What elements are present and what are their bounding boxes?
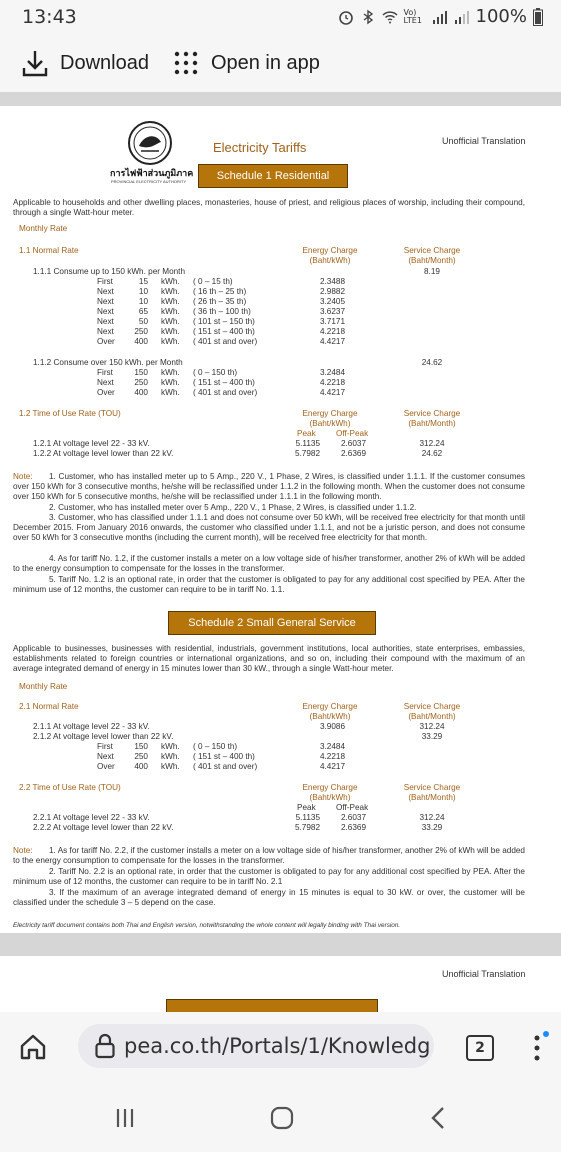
tier-unit: kWh. bbox=[161, 388, 180, 397]
tier-kwh: 250 bbox=[134, 752, 148, 761]
back-icon[interactable] bbox=[430, 1106, 446, 1130]
browser-bottom-bar bbox=[0, 1012, 561, 1082]
tier-label: Next bbox=[97, 378, 114, 387]
tier-kwh: 150 bbox=[134, 368, 148, 377]
tou-2-energy-header bbox=[290, 783, 370, 803]
note-2-1: 1. As for tariff No. 2.2, if the customer installs a meter on a low voltage side of his/her transformer, another 2% of kWh will be added to the energy consumption to compensate for the losses in the transformer. bbox=[13, 846, 525, 865]
note-1-1: 1. Customer, who has installed meter up to 5 Amp., 220 V., 1 Phase, 2 Wires, is classified under 1.1.1. If the customer consumes over 150 kWh for 3 consecutive months, he/she will be reclassified under 1.1.2 in the following month. When the customer does not consume over 150 kWh for 5 consecutive months, he/she will be reclassified under 1.1.1 in the following month. bbox=[13, 472, 525, 501]
tab-count: 2 bbox=[475, 1040, 485, 1056]
tier-label: Next bbox=[97, 317, 114, 326]
tou-1-energy-header bbox=[290, 409, 370, 429]
tou-1-service-header bbox=[392, 409, 472, 429]
tou-service-value: 33.29 bbox=[421, 823, 443, 832]
tou-offpeak-value: 2.6369 bbox=[340, 823, 366, 832]
tier-unit: kWh. bbox=[161, 742, 180, 751]
service-charge-unit: (Baht/Month) bbox=[408, 712, 456, 721]
tier-range: ( 36 th – 100 th) bbox=[193, 307, 251, 316]
tier-rate: 2.9882 bbox=[319, 287, 345, 296]
tier-unit: kWh. bbox=[161, 317, 180, 326]
tier-range: ( 16 th – 25 th) bbox=[193, 287, 247, 296]
signal-icon bbox=[432, 9, 448, 25]
pdf-page-2 bbox=[0, 956, 561, 1012]
tou-service-value: 312.24 bbox=[419, 813, 445, 822]
energy-charge-header bbox=[290, 246, 370, 266]
rate-2-1-2-service: 33.29 bbox=[421, 732, 443, 741]
download-button[interactable] bbox=[22, 49, 149, 77]
more-menu-icon[interactable] bbox=[530, 1030, 550, 1066]
tier-range: ( 0 – 150 th) bbox=[193, 742, 238, 751]
alarm-icon bbox=[338, 9, 354, 25]
schedule-2-label: Schedule 2 Small General Service bbox=[188, 617, 356, 629]
monthly-rate-heading: Monthly Rate bbox=[19, 224, 68, 233]
tou-peak-value: 5.7982 bbox=[294, 823, 320, 832]
logo-text-thai: การไฟฟ้าส่วนภูมิภาค bbox=[110, 168, 194, 178]
tier-range: ( 401 st and over) bbox=[193, 337, 258, 346]
service-charge-unit: (Baht/Month) bbox=[408, 419, 456, 428]
service-charge-unit: (Baht/Month) bbox=[408, 256, 456, 265]
status-icons bbox=[338, 6, 543, 27]
tier-label: Over bbox=[97, 388, 115, 397]
tier-label: Over bbox=[97, 337, 115, 346]
tier-label: Next bbox=[97, 327, 114, 336]
tou-service-value: 312.24 bbox=[419, 439, 445, 448]
tier-range: ( 0 – 150 th) bbox=[193, 368, 238, 377]
tier-rate: 3.7171 bbox=[319, 317, 345, 326]
status-time: 13:43 bbox=[22, 6, 77, 28]
tier-unit: kWh. bbox=[161, 378, 180, 387]
tier-kwh: 250 bbox=[134, 327, 148, 336]
tier-label: First bbox=[97, 368, 113, 377]
tier-kwh: 15 bbox=[138, 277, 148, 286]
pdf-viewer[interactable] bbox=[0, 92, 561, 1012]
tier-kwh: 50 bbox=[138, 317, 148, 326]
tou-row-label: 2.2.1 At voltage level 22 - 33 kV. bbox=[33, 813, 150, 822]
tier-label: First bbox=[97, 277, 113, 286]
tier-label: Next bbox=[97, 287, 114, 296]
open-in-app-label: Open in app bbox=[210, 51, 320, 74]
schedule-1-badge bbox=[198, 164, 348, 188]
tou-row-label: 2.2.2 At voltage level lower than 22 kV. bbox=[33, 823, 174, 832]
service-charge-header-2 bbox=[392, 702, 472, 722]
rate-2-1-2-label: 2.1.2 At voltage level lower than 22 kV. bbox=[33, 732, 174, 741]
service-charge-label: Service Charge bbox=[403, 702, 461, 711]
tier-kwh: 250 bbox=[134, 378, 148, 387]
energy-charge-header-2 bbox=[290, 702, 370, 722]
logo-text-english: PROVINCIAL ELECTRICITY AUTHORITY bbox=[111, 179, 187, 184]
tou-offpeak-value: 2.6037 bbox=[340, 439, 366, 448]
schedule-1-description: Applicable to households and other dwelling places, monasteries, house of priest, and religious places of worship, including their compound, through a single Watt-hour meter. bbox=[13, 198, 525, 217]
service-charge-label: Service Charge bbox=[403, 246, 461, 255]
lock-icon bbox=[94, 1033, 116, 1059]
rate-1-1-1-label: 1.1.1 Consume up to 150 kWh. per Month bbox=[33, 267, 186, 276]
offpeak-label-2: Off-Peak bbox=[336, 803, 369, 812]
tier-label: Next bbox=[97, 752, 114, 761]
monthly-rate-heading-2: Monthly Rate bbox=[19, 682, 68, 691]
tier-kwh: 400 bbox=[134, 762, 148, 771]
note-1-2: 2. Customer, who has installed meter over 5 Amp., 220 V., 1 Phase, 2 Wires, is classified under 1.1.2. bbox=[49, 503, 417, 512]
tier-unit: kWh. bbox=[161, 752, 180, 761]
network-label: Vo) LTE1 bbox=[403, 7, 422, 25]
tier-range: ( 401 st and over) bbox=[193, 762, 258, 771]
offpeak-label: Off-Peak bbox=[336, 429, 369, 438]
tou-row-label: 1.2.2 At voltage level lower than 22 kV. bbox=[33, 449, 174, 458]
tier-range: ( 101 st – 150 th) bbox=[193, 317, 255, 326]
tier-kwh: 400 bbox=[134, 388, 148, 397]
download-label: Download bbox=[60, 51, 149, 74]
normal-rate-heading: 1.1 Normal Rate bbox=[19, 246, 79, 255]
tou-offpeak-value: 2.6369 bbox=[340, 449, 366, 458]
address-bar[interactable] bbox=[78, 1024, 434, 1068]
rate-1-1-2-service: 24.62 bbox=[421, 358, 443, 367]
document-title: Electricity Tariffs bbox=[213, 140, 307, 155]
tier-unit: kWh. bbox=[161, 297, 180, 306]
tou-peak-value: 5.1135 bbox=[295, 439, 320, 448]
note-2-3: 3. If the maximum of an average integrated demand of energy in 15 minutes is equal to 30 kW. or over, the customer will be classified under the schedule 3 – 5 depend on the case. bbox=[13, 888, 525, 907]
tab-count-button[interactable] bbox=[466, 1035, 494, 1061]
home-icon[interactable] bbox=[18, 1032, 48, 1062]
tier-rate: 4.4217 bbox=[319, 388, 345, 397]
note-1-4: 4. As for tariff No. 1.2, if the customer installs a meter on a low voltage side of his/her transformer, another 2% of kWh will be added to the energy consumption to compensate for the losses in the transformer. bbox=[13, 554, 525, 573]
energy-charge-label: Energy Charge bbox=[302, 702, 358, 711]
tier-rate: 4.2218 bbox=[319, 752, 345, 761]
schedule-1-label: Schedule 1 Residential bbox=[216, 170, 330, 182]
rate-1-1-2-label: 1.1.2 Consume over 150 kWh. per Month bbox=[33, 358, 183, 367]
tier-unit: kWh. bbox=[161, 307, 180, 316]
rate-2-1-1-service: 312.24 bbox=[419, 722, 445, 731]
tier-range: ( 151 st – 400 th) bbox=[193, 378, 255, 387]
battery-icon bbox=[533, 8, 543, 26]
tier-range: ( 26 th – 35 th) bbox=[193, 297, 247, 306]
note-1-label: Note: bbox=[13, 472, 33, 481]
tier-label: First bbox=[97, 742, 113, 751]
wifi-icon bbox=[382, 9, 398, 25]
tou-2-heading: 2.2 Time of Use Rate (TOU) bbox=[19, 783, 121, 792]
bluetooth-icon bbox=[360, 9, 376, 25]
tier-rate: 3.2405 bbox=[319, 297, 345, 306]
tier-kwh: 10 bbox=[138, 287, 148, 296]
tou-peak-value: 5.1135 bbox=[295, 813, 320, 822]
tier-range: ( 0 – 15 th) bbox=[193, 277, 233, 286]
home-button-icon[interactable] bbox=[270, 1106, 294, 1130]
note-2-label: Note: bbox=[13, 846, 33, 855]
tier-unit: kWh. bbox=[161, 762, 180, 771]
rate-2-1-1-label: 2.1.1 At voltage level 22 - 33 kV. bbox=[33, 722, 150, 731]
energy-charge-label: Energy Charge bbox=[302, 409, 358, 418]
peak-label-2: Peak bbox=[297, 803, 316, 812]
energy-charge-unit: (Baht/kWh) bbox=[309, 793, 351, 802]
tier-range: ( 151 st – 400 th) bbox=[193, 752, 255, 761]
rate-1-1-1-service: 8.19 bbox=[424, 267, 440, 276]
tier-label: Over bbox=[97, 762, 115, 771]
schedule-2-badge bbox=[168, 611, 376, 635]
system-navigation-bar bbox=[0, 1082, 561, 1152]
schedule-2-description: Applicable to businesses, businesses with residential, industrials, government institutions, local authorities, state enterprises, embassies, establishments related to foreign countries or international organizations, and so on, including their compound with the maximum of an average integrated demand of energy in 15 minutes lower than 30 kW., through a single Watt-hour meter. bbox=[13, 644, 525, 673]
unofficial-translation-2: Unofficial Translation bbox=[442, 969, 526, 979]
energy-charge-unit: (Baht/kWh) bbox=[309, 712, 351, 721]
energy-charge-unit: (Baht/kWh) bbox=[309, 256, 351, 265]
peak-label: Peak bbox=[297, 429, 316, 438]
tier-rate: 4.4217 bbox=[319, 337, 345, 346]
tier-kwh: 65 bbox=[138, 307, 148, 316]
tou-1-heading: 1.2 Time of Use Rate (TOU) bbox=[19, 409, 121, 418]
tier-rate: 3.2484 bbox=[319, 368, 345, 377]
tier-unit: kWh. bbox=[161, 277, 180, 286]
open-in-app-button[interactable] bbox=[173, 50, 320, 76]
energy-charge-label: Energy Charge bbox=[302, 783, 358, 792]
tier-rate: 2.3488 bbox=[319, 277, 345, 286]
recent-apps-icon[interactable] bbox=[114, 1107, 136, 1129]
pdf-toolbar bbox=[0, 34, 561, 92]
tier-unit: kWh. bbox=[161, 337, 180, 346]
schedule-3-badge-partial bbox=[166, 999, 378, 1012]
signal-roaming-icon bbox=[454, 9, 470, 25]
apps-grid-icon bbox=[173, 50, 199, 76]
battery-percent: 100% bbox=[475, 6, 527, 27]
tier-range: ( 151 st – 400 th) bbox=[193, 327, 255, 336]
note-1-3: 3. Customer, who has classified under 1.1.1 and does not consume over 50 kWh, will be received free electricity for that month until December 2015. From January 2016 onwards, the customer who classified under 1.1.1, and not be a juristic person, and does not consume over 50 kWh for 3 consecutive months (including the current month), will be received free electricity for that month. bbox=[13, 513, 525, 542]
service-charge-label: Service Charge bbox=[403, 409, 461, 418]
tier-unit: kWh. bbox=[161, 368, 180, 377]
tier-kwh: 10 bbox=[138, 297, 148, 306]
tou-offpeak-value: 2.6037 bbox=[340, 813, 366, 822]
tier-label: Next bbox=[97, 297, 114, 306]
tou-2-service-header bbox=[392, 783, 472, 803]
service-charge-header bbox=[392, 246, 472, 266]
tier-unit: kWh. bbox=[161, 327, 180, 336]
tou-peak-value: 5.7982 bbox=[294, 449, 320, 458]
tier-unit: kWh. bbox=[161, 287, 180, 296]
normal-rate-heading-2: 2.1 Normal Rate bbox=[19, 702, 79, 711]
pea-logo-icon bbox=[127, 120, 173, 166]
unofficial-translation: Unofficial Translation bbox=[442, 136, 526, 146]
tier-kwh: 150 bbox=[134, 742, 148, 751]
tier-rate: 4.4217 bbox=[319, 762, 345, 771]
tier-kwh: 400 bbox=[134, 337, 148, 346]
tier-rate: 4.2218 bbox=[319, 378, 345, 387]
tier-range: ( 401 st and over) bbox=[193, 388, 258, 397]
note-2-2: 2. Tariff No. 2.2 is an optional rate, in order that the customer is obligated to pay for any additional cost specified by PEA. After the minimum use of 12 months, the customer can require to be in tariff No. 2.1 bbox=[13, 867, 525, 886]
pdf-page-1 bbox=[0, 106, 561, 933]
tier-rate: 3.6237 bbox=[319, 307, 345, 316]
tou-row-label: 1.2.1 At voltage level 22 - 33 kV. bbox=[33, 439, 150, 448]
service-charge-unit: (Baht/Month) bbox=[408, 793, 456, 802]
tier-rate: 4.2218 bbox=[319, 327, 345, 336]
energy-charge-unit: (Baht/kWh) bbox=[309, 419, 351, 428]
status-bar bbox=[0, 0, 561, 34]
note-1-5: 5. Tariff No. 1.2 is an optional rate, in order that the customer is obligated to pay for any additional cost specified by PEA. After the minimum use of 12 months, the customer can require to be in tariff No. 1.1. bbox=[13, 575, 525, 594]
tier-label: Next bbox=[97, 307, 114, 316]
rate-2-1-1-energy: 3.9086 bbox=[319, 722, 345, 731]
footer-disclaimer: Electricity tariff document contains both Thai and English version, notwithstanding the whole content will legally binding with Thai version. bbox=[13, 922, 401, 929]
url-text: pea.co.th/Portals/1/Knowledg bbox=[124, 1034, 431, 1058]
download-icon bbox=[22, 49, 48, 77]
service-charge-label: Service Charge bbox=[403, 783, 461, 792]
energy-charge-label: Energy Charge bbox=[302, 246, 358, 255]
tou-service-value: 24.62 bbox=[421, 449, 443, 458]
tier-rate: 3.2484 bbox=[319, 742, 345, 751]
